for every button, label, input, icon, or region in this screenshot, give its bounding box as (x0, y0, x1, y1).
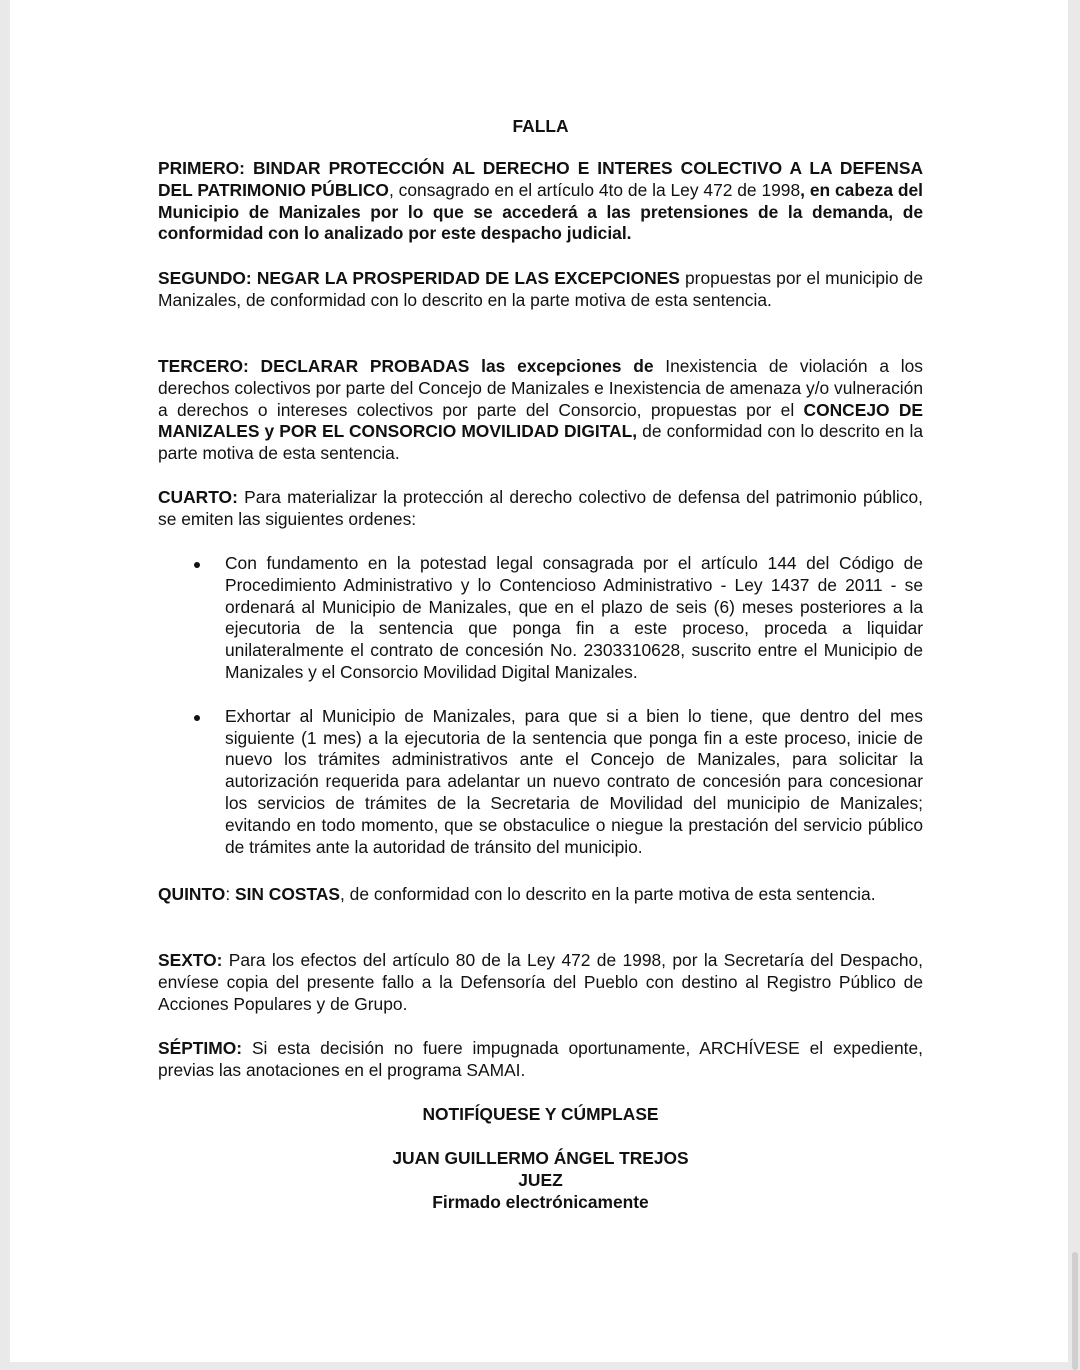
signer-role: JUEZ (518, 1169, 563, 1190)
clause-sexto-lead: SEXTO: (158, 950, 223, 970)
clause-quinto-colon: : (225, 884, 235, 904)
notification-line: NOTIFÍQUESE Y CÚMPLASE (422, 1104, 659, 1124)
clause-quinto-costas: SIN COSTAS (234, 884, 340, 904)
orders-list (158, 553, 923, 858)
clause-cuarto-lead: CUARTO: (158, 487, 238, 507)
list-item (158, 706, 923, 859)
clause-septimo-text: Si esta decisión no fuere impugnada oportunamente, ARCHÍVESE el expediente, previas las anotaciones en el programa SAMAI. (158, 1038, 923, 1080)
list-item (158, 553, 923, 684)
clause-primero (158, 158, 923, 245)
clause-segundo (158, 268, 923, 312)
signer-name: JUAN GUILLERMO ÁNGEL TREJOS (392, 1148, 689, 1168)
page-title: FALLA (512, 116, 569, 136)
clause-tercero-entities: CONCEJO DE MANIZALES y POR EL CONSORCIO MOVILIDAD DIGITAL, (158, 399, 923, 442)
order-text: Con fundamento en la potestad legal consagrada por el artículo 144 del Código de Procedimiento Administrativo y lo Contencioso Administrativo - Ley 1437 de 2011 - se ordenará al Municipio de Manizales, que en el plazo de seis (6) meses posteriores a la ejecutoria de la sentencia que ponga fin a este proceso, proceda a liquidar unilateralmente el contrato de concesión No. 2303310628, suscrito entre el Municipio de Manizales y el Consorcio Movilidad Digital Manizales. (225, 553, 923, 682)
bullet-icon (194, 715, 200, 721)
clause-segundo-text: propuestas por el municipio de Manizales, de conformidad con lo descrito en la parte motiva de esta sentencia. (158, 268, 923, 310)
clause-tercero-middle: Inexistencia de violación a los derechos colectivos por parte del Concejo de Manizales e Inexistencia de amenaza y/o vulneración a derechos o intereses colectivos por parte del Consorcio, propuestas por el (158, 356, 923, 420)
signature-block (158, 1148, 923, 1213)
clause-septimo (158, 1038, 923, 1082)
clause-sexto (158, 950, 923, 1015)
signature-note: Firmado electrónicamente (432, 1191, 649, 1212)
clause-septimo-lead: SÉPTIMO: (158, 1038, 243, 1058)
clause-tercero-tail: de conformidad con lo descrito en la parte motiva de esta sentencia. (158, 421, 923, 464)
clause-cuarto (158, 487, 923, 531)
clause-quinto-text: , de conformidad con lo descrito en la parte motiva de esta sentencia. (339, 884, 876, 904)
bullet-icon (194, 562, 200, 568)
clause-cuarto-text: Para materializar la protección al derecho colectivo de defensa del patrimonio público, se emiten las siguientes ordenes: (158, 487, 923, 529)
scrollbar-thumb[interactable] (1072, 1252, 1078, 1370)
clause-quinto-lead: QUINTO (158, 884, 226, 904)
order-text: Exhortar al Municipio de Manizales, para que si a bien lo tiene, que dentro del mes siguiente (1 mes) a la ejecutoria de la sentencia que ponga fin a este proceso, inicie de nuevo los trámites administrativos ante el Concejo de Manizales, para solicitar la autorización requerida para adelantar un nuevo contrato de concesión para concesionar los servicios de trámites de la Secretaria de Movilidad del municipio de Manizales; evitando en todo momento, que se obstaculice o niegue la prestación del servicio público de trámites ante la autoridad de tránsito del municipio. (225, 705, 923, 857)
clause-quinto (158, 884, 923, 906)
clause-sexto-text: Para los efectos del artículo 80 de la Ley 472 de 1998, por la Secretaría del Despacho, envíese copia del presente fallo a la Defensoría del Pueblo con destino al Registro Público de Acciones Populares y de Grupo. (158, 950, 923, 1014)
clause-segundo-lead: SEGUNDO: NEGAR LA PROSPERIDAD DE LAS EXCEPCIONES (158, 268, 680, 288)
clause-tercero-lead: TERCERO: DECLARAR PROBADAS las excepciones de (158, 356, 654, 376)
clause-primero-tail: , en cabeza del Municipio de Manizales por lo que se accederá a las pretensiones de la demanda, de conformidad con lo analizado por este despacho judicial. (158, 179, 923, 244)
document-page (10, 0, 1068, 1362)
clause-tercero (158, 356, 923, 465)
clause-primero-lead: PRIMERO: BINDAR PROTECCIÓN AL DERECHO E INTERES COLECTIVO A LA DEFENSA DEL PATRIMONIO PÚBLICO (158, 158, 923, 200)
clause-primero-middle: , consagrado en el artículo 4to de la Ley 472 de 1998 (388, 179, 801, 200)
